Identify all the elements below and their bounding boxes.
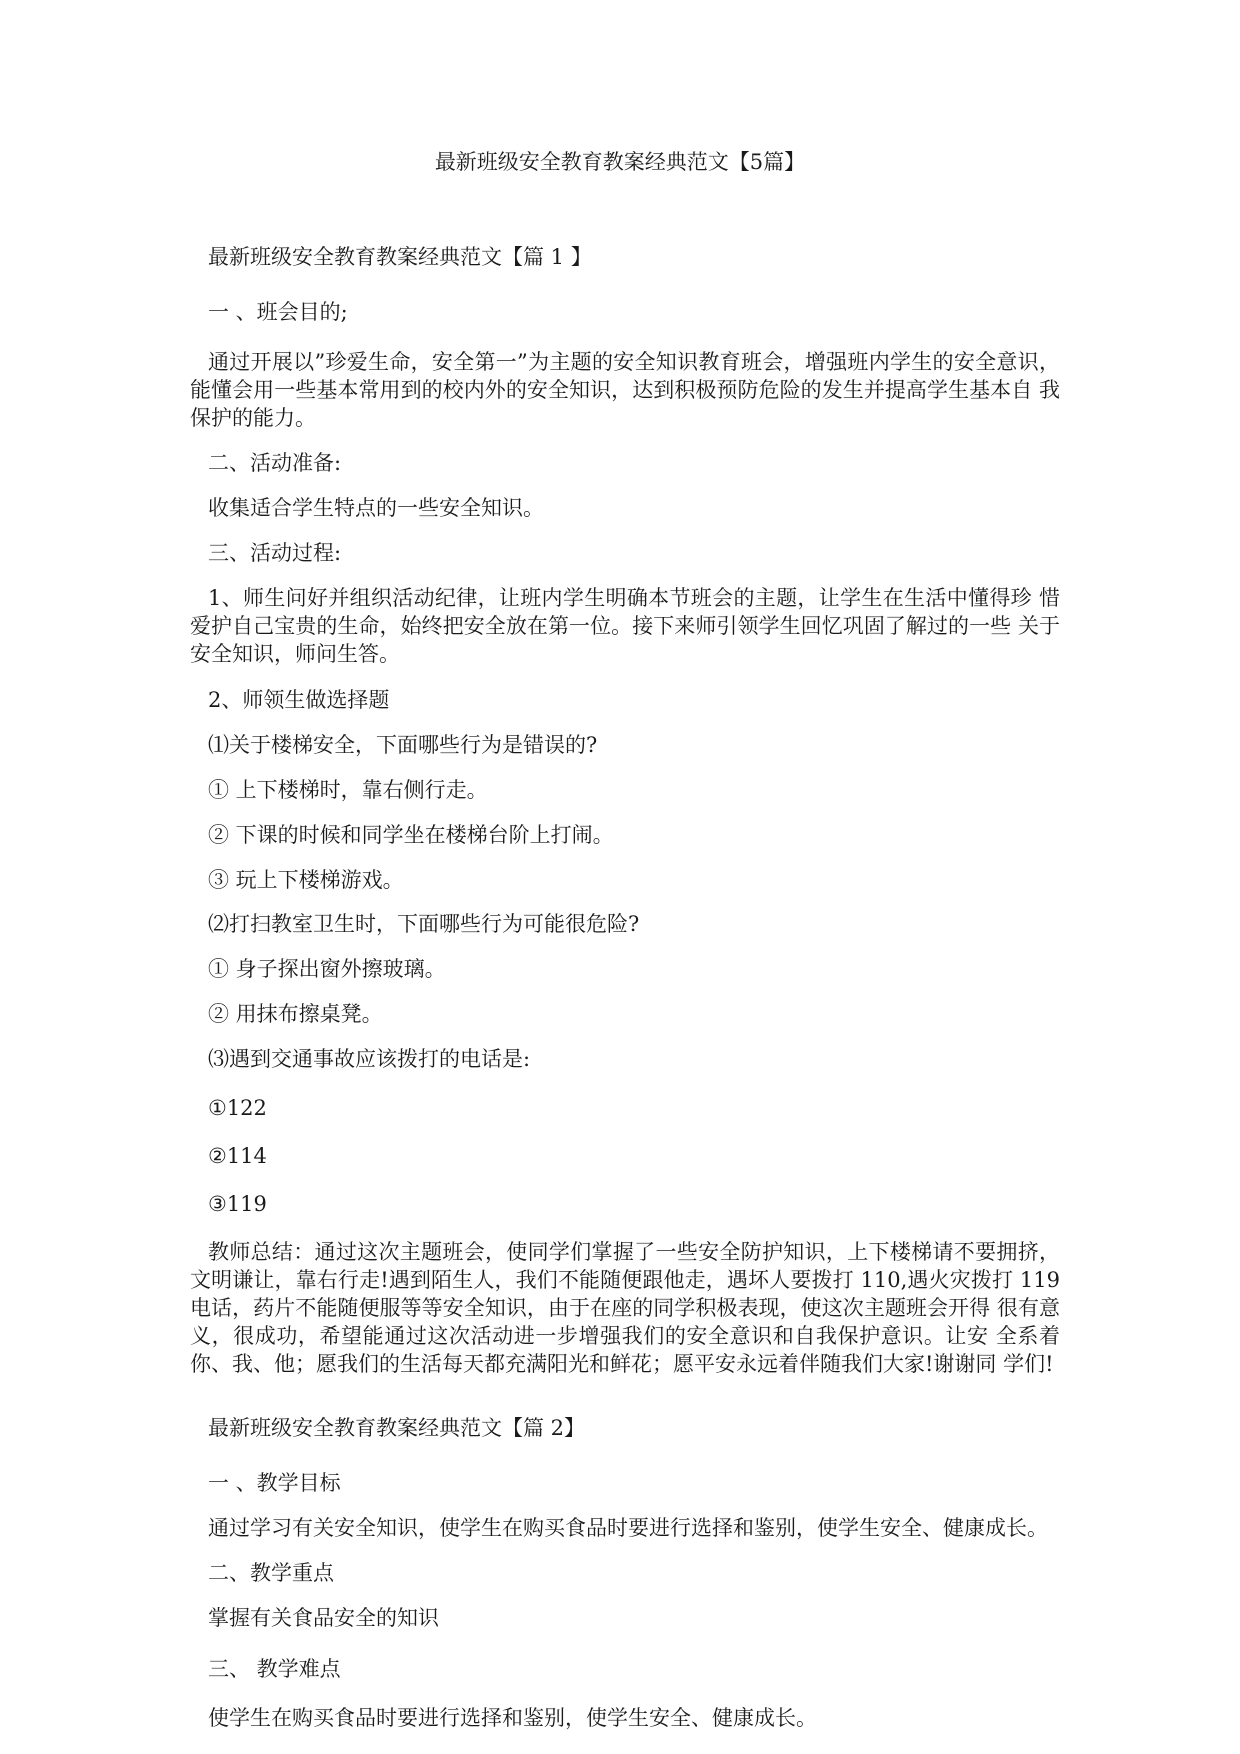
question-2-option-1: ① 身子探出窗外擦玻璃。 — [208, 957, 446, 981]
article1-section2-title: 二、活动准备: — [208, 451, 342, 475]
question-3-option-2: ②114 — [208, 1144, 267, 1168]
article2-section2-title: 二、教学重点 — [208, 1561, 334, 1585]
article1-heading: 最新班级安全教育教案经典范文【篇 1 】 — [208, 245, 592, 269]
question-1-option-2: ② 下课的时候和同学坐在楼梯台阶上打闹。 — [208, 823, 614, 847]
question-3: ⑶遇到交通事故应该拨打的电话是: — [208, 1047, 531, 1071]
article2-section3-text: 使学生在购买食品时要进行选择和鉴别，使学生安全、健康成长。 — [208, 1706, 817, 1730]
article2-section2-text: 掌握有关食品安全的知识 — [208, 1606, 439, 1630]
document-title: 最新班级安全教育教案经典范文【5篇】 — [434, 150, 806, 174]
question-3-option-3: ③119 — [208, 1192, 267, 1216]
question-3-option-1: ①122 — [208, 1096, 267, 1120]
question-2-option-2: ② 用抹布擦桌凳。 — [208, 1002, 383, 1026]
question-1-option-1: ① 上下楼梯时，靠右侧行走。 — [208, 778, 488, 802]
article1-section2-text: 收集适合学生特点的一些安全知识。 — [208, 496, 544, 520]
article2-heading: 最新班级安全教育教案经典范文【篇 2】 — [208, 1416, 586, 1440]
question-1: ⑴关于楼梯安全，下面哪些行为是错误的? — [208, 733, 598, 757]
article1-section3-title: 三、活动过程: — [208, 541, 342, 565]
article2-section1-title: 一 、教学目标 — [208, 1471, 341, 1495]
article1-step1-text: 1、师生问好并组织活动纪律，让班内学生明确本节班会的主题，让学生在生活中懂得珍 惜爱护自己宝贵的生命，始终把安全放在第一位。接下来师引领学生回忆巩固了解过的一些 关于安全知识，师问生答。 — [190, 586, 1060, 666]
article2-section3-title: 三、 教学难点 — [208, 1657, 341, 1681]
article1-section1-text: 通过开展以”珍爱生命，安全第一”为主题的安全知识教育班会，增强班内学生的安全意识， 能懂会用一些基本常用到的校内外的安全知识，达到积极预防危险的发生并提高学生基本自 我保护的能力。 — [190, 350, 1060, 430]
article2-section1-text: 通过学习有关安全知识，使学生在购买食品时要进行选择和鉴别，使学生安全、健康成长。 — [208, 1516, 1048, 1540]
teacher-summary: 教师总结：通过这次主题班会，使同学们掌握了一些安全防护知识，上下楼梯请不要拥挤，文明谦让，靠右行走!遇到陌生人，我们不能随便跟他走，遇坏人要拨打 110,遇火灾拨打 119 电话，药片不能随便服等等安全知识，由于在座的同学积极表现，使这次主题班会开得 很有意义，很成功，希望能通过这次活动进一步增强我们的安全意识和自我保护意识。让安 全系着你、我、他；愿我们的生活每天都充满阳光和鲜花；愿平安永远着伴随我们大家!谢谢同 学们! — [190, 1240, 1060, 1376]
question-1-option-3: ③ 玩上下楼梯游戏。 — [208, 868, 404, 892]
article1-section1-title: 一 、班会目的; — [208, 300, 348, 324]
article1-step2-text: 2、师领生做选择题 — [208, 688, 390, 712]
question-2: ⑵打扫教室卫生时，下面哪些行为可能很危险? — [208, 912, 640, 936]
